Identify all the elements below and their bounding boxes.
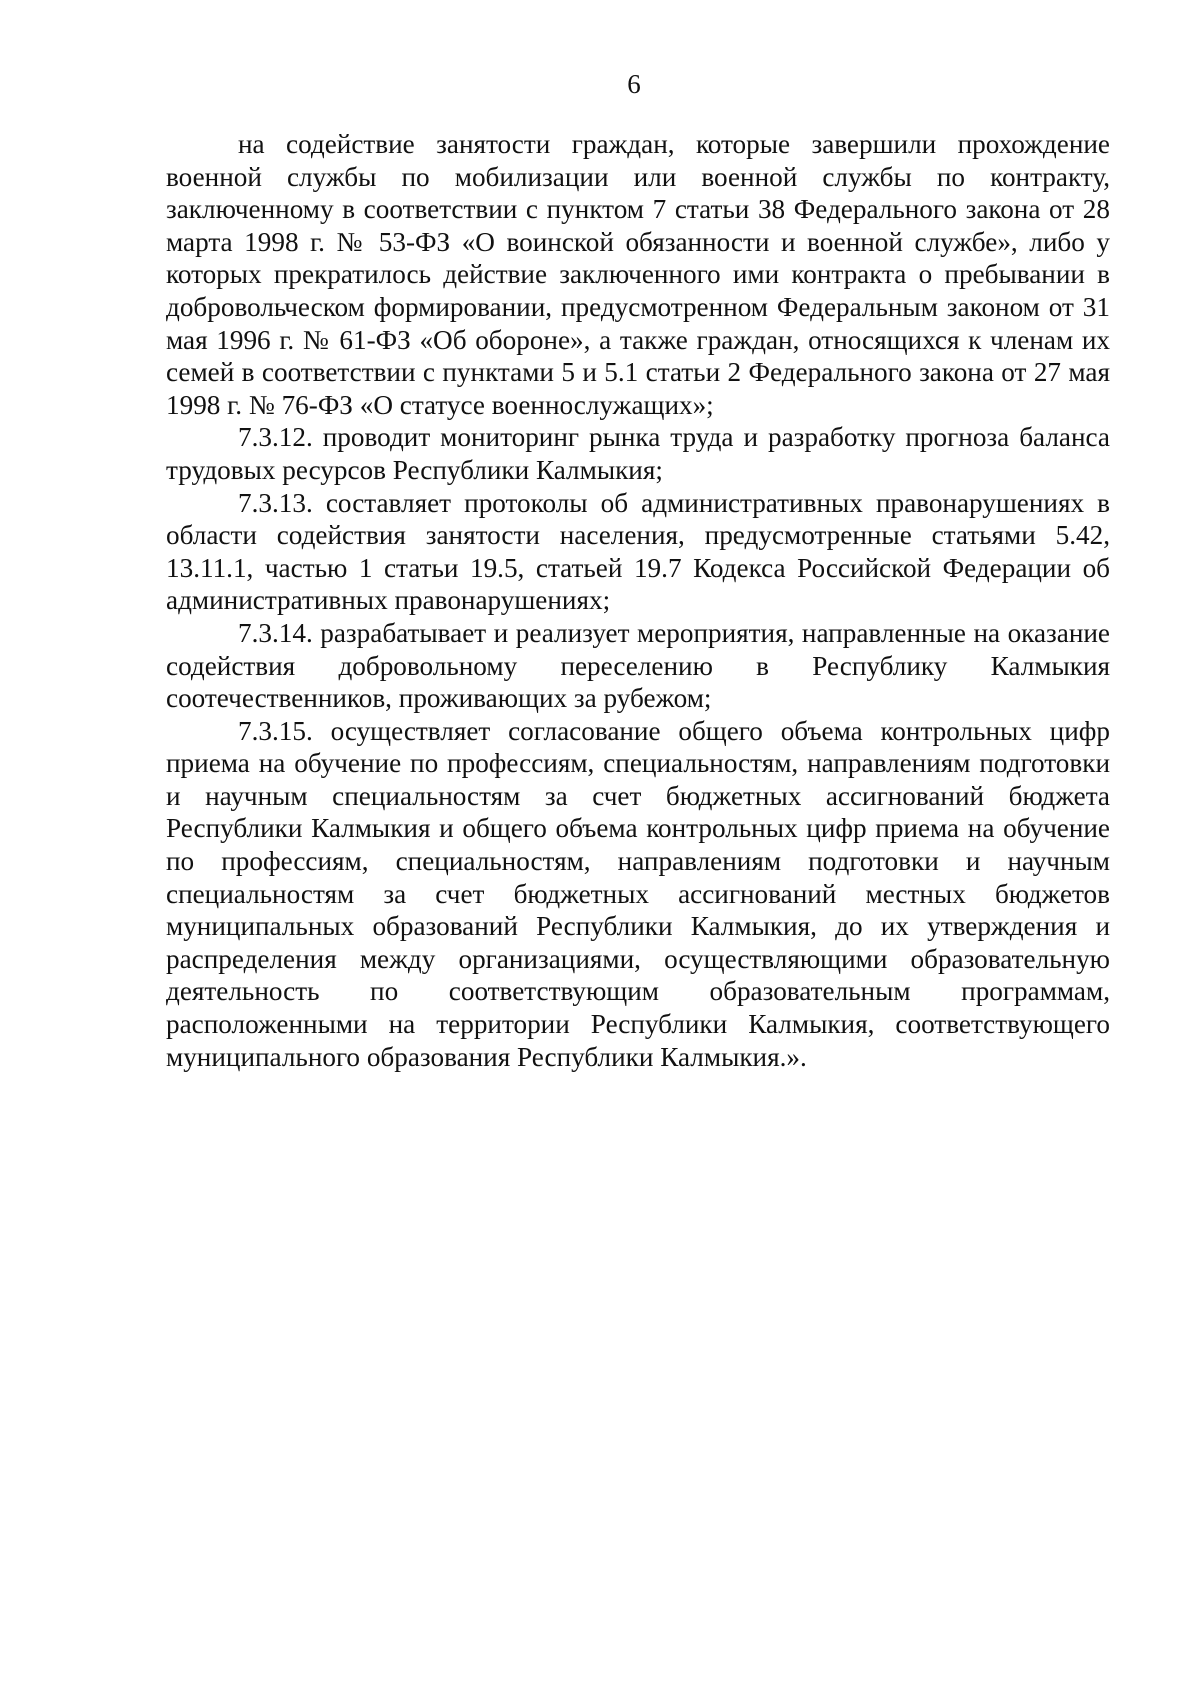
document-body: [166, 128, 1110, 1073]
paragraph-7-3-12: 7.3.12. проводит мониторинг рынка труда и разработку прогноза баланса трудовых ресурсов Республики Калмыкия;: [166, 422, 1110, 485]
page-number: 6: [627, 69, 641, 99]
paragraph-7-3-14: 7.3.14. разрабатывает и реализует мероприятия, направленные на оказание содействия добровольному переселению в Республику Калмыкия соотечественников, проживающих за рубежом;: [166, 617, 1110, 714]
paragraph-continuation: на содействие занятости граждан, которые завершили прохождение военной службы по мобилизации или военной службы по контракту, заключенному в соответствии с пунктом 7 статьи 38 Федерального закона от 28 марта 1998 г. № 53-ФЗ «О воинской обязанности и военной службе», либо у которых прекратилось действие заключенного ими контракта о пребывании в добровольческом формировании, предусмотренном Федеральным законом от 31 мая 1996 г. № 61-ФЗ «Об обороне», а также граждан, относящихся к членам их семей в соответствии с пунктами 5 и 5.1 статьи 2 Федерального закона от 27 мая 1998 г. № 76-ФЗ «О статусе военнослужащих»;: [166, 129, 1110, 420]
paragraph-7-3-15: 7.3.15. осуществляет согласование общего объема контрольных цифр приема на обучение по профессиям, специальностям, направлениям подготовки и научным специальностям за счет бюджетных ассигнований бюджета Республики Калмыкия и общего объема контрольных цифр приема на обучение по профессиям, специальностям, направлениям подготовки и научным специальностям за счет бюджетных ассигнований местных бюджетов муниципальных образований Республики Калмыкия, до их утверждения и распределения между организациями, осуществляющими образовательную деятельность по соответствующим образовательным программам, расположенными на территории Республики Калмыкия, соответствующего муниципального образования Республики Калмыкия.».: [166, 715, 1110, 1072]
paragraph-7-3-13: 7.3.13. составляет протоколы об административных правонарушениях в области содействия занятости населения, предусмотренные статьями 5.42, 13.11.1, частью 1 статьи 19.5, статьей 19.7 Кодекса Российской Федерации об административных правонарушениях;: [166, 487, 1110, 616]
